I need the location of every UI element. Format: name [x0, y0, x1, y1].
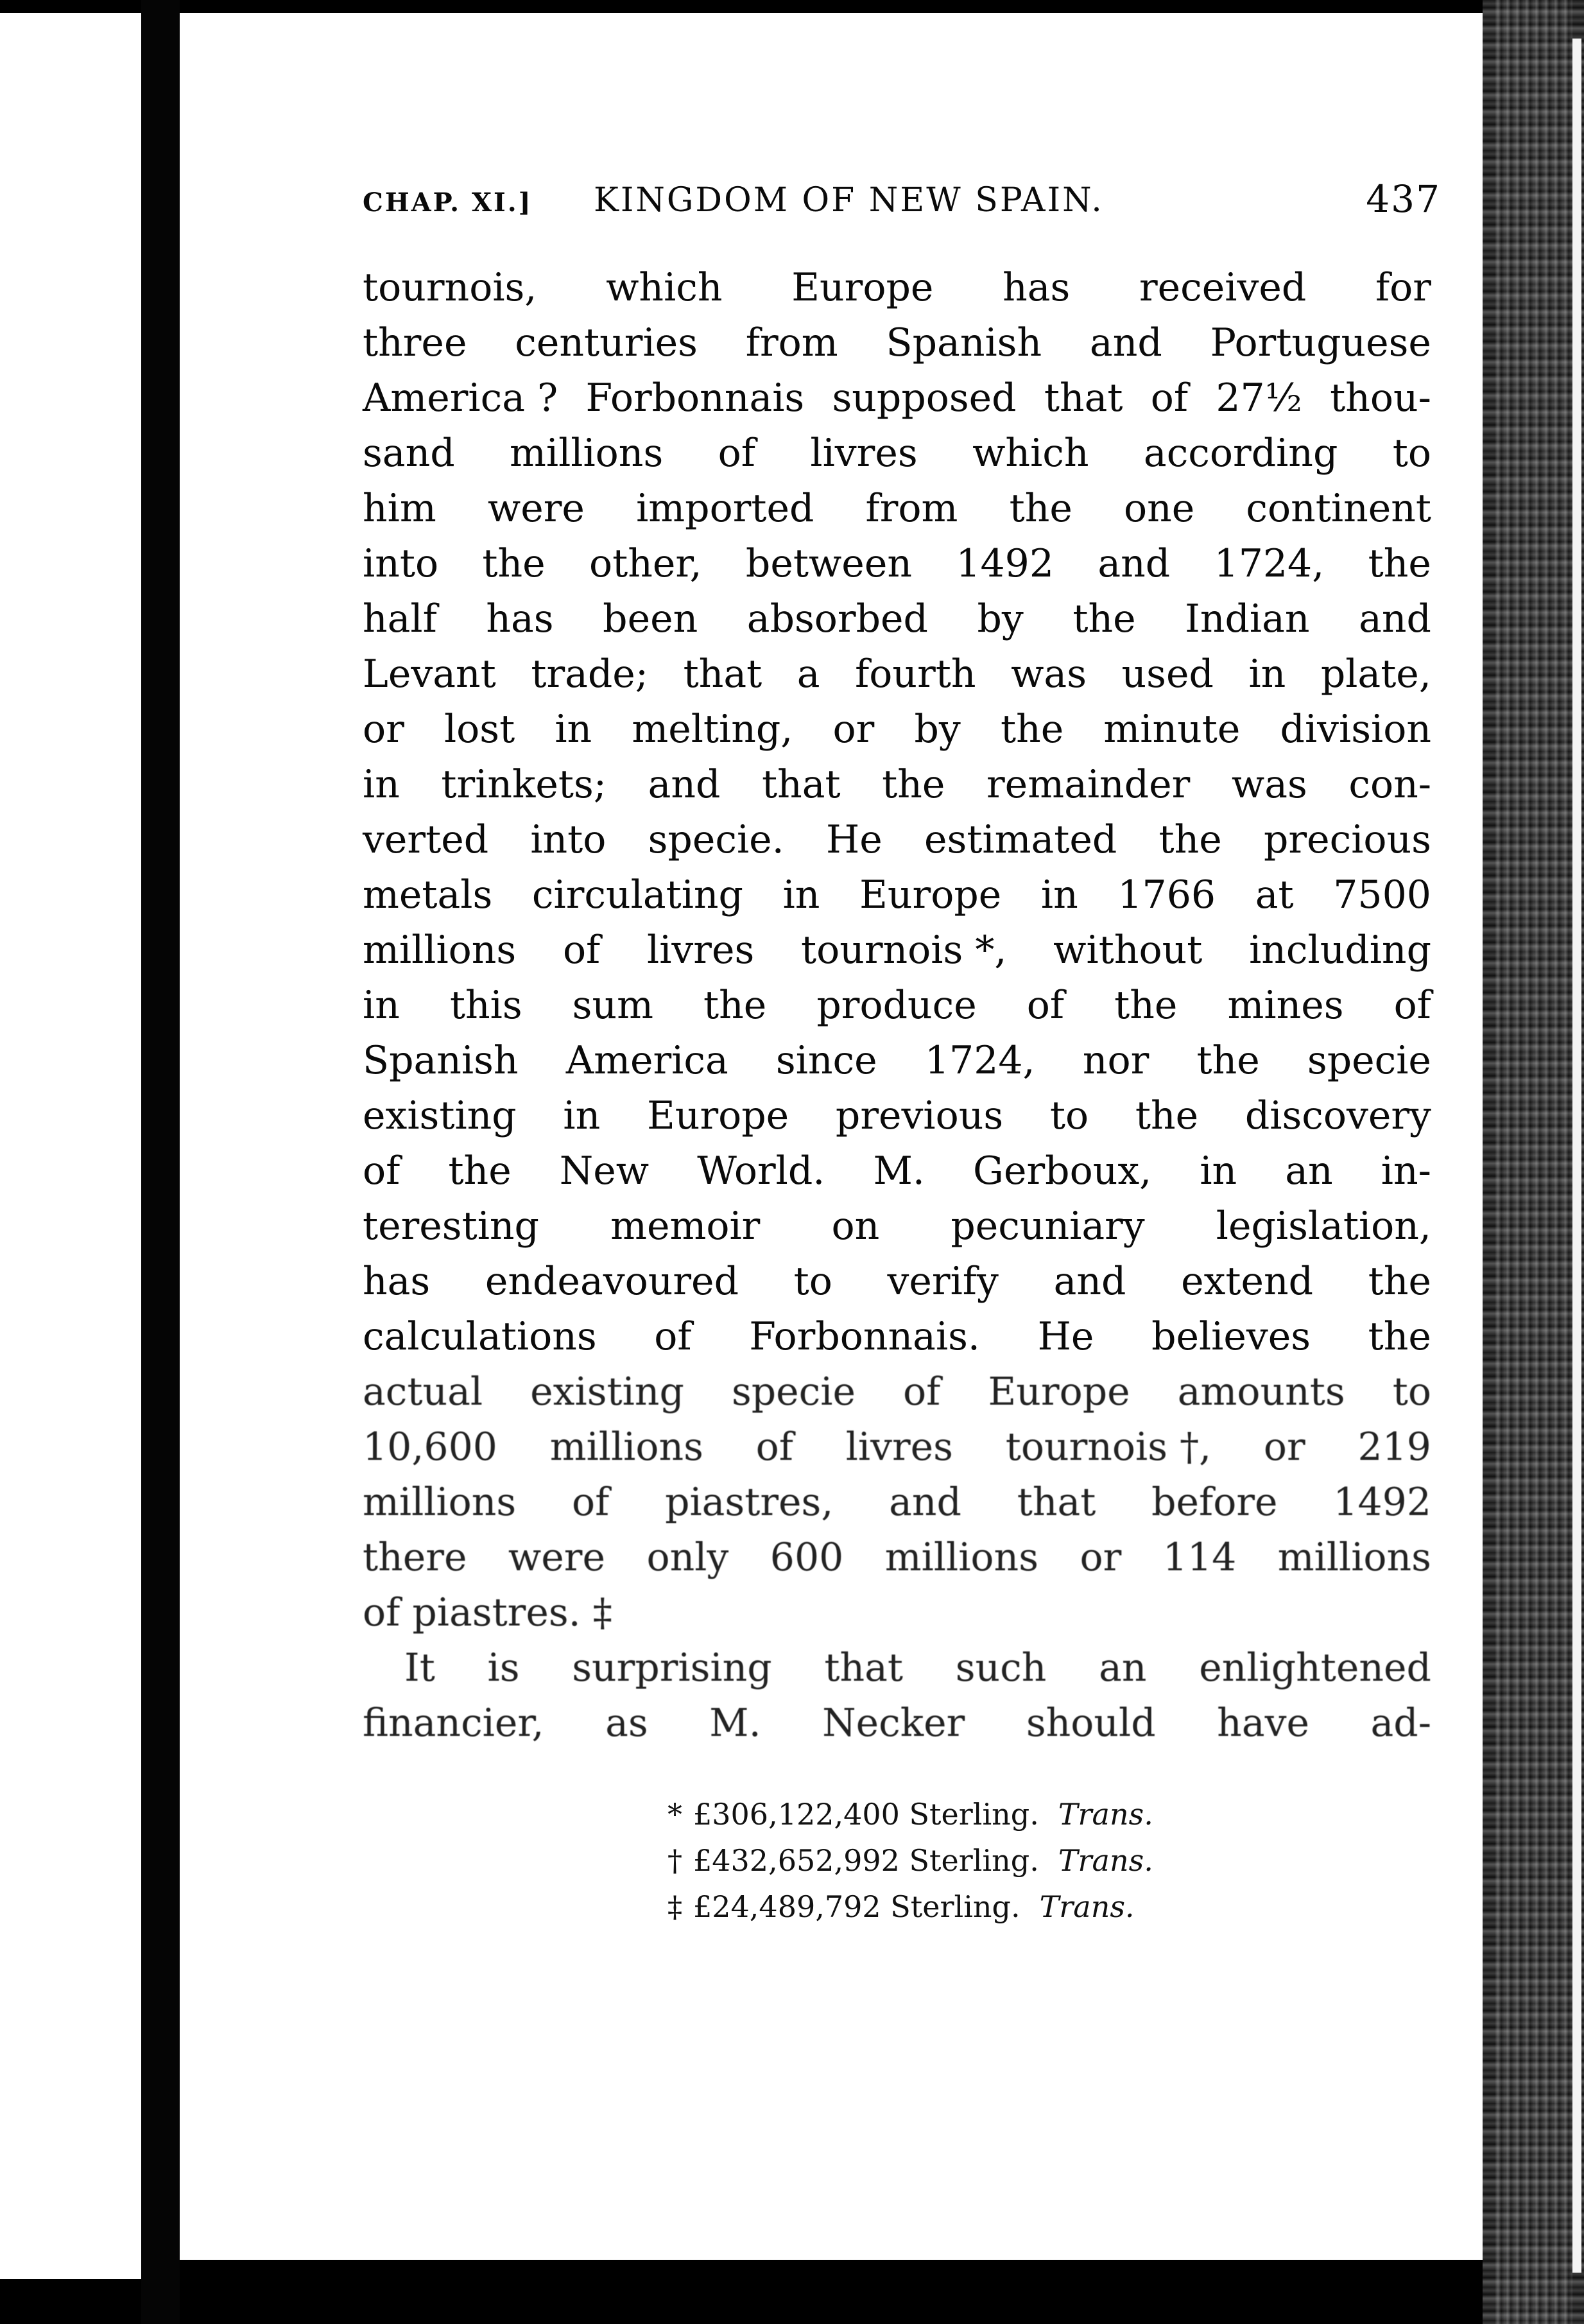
- word: specie: [731, 1369, 856, 1414]
- word: Spanish: [363, 1038, 519, 1083]
- word: has: [486, 596, 554, 641]
- word: that: [761, 762, 841, 807]
- word: or: [1080, 1535, 1122, 1580]
- word: extend: [1181, 1259, 1314, 1304]
- word: to: [1392, 431, 1431, 476]
- word: such: [955, 1645, 1047, 1690]
- page-number: 437: [1366, 177, 1441, 221]
- word: one: [1124, 486, 1195, 531]
- word: or: [832, 707, 875, 752]
- word: in: [363, 762, 400, 807]
- word: trade;: [531, 652, 649, 697]
- word: or: [363, 707, 404, 752]
- footnote-note: Trans.: [1058, 1843, 1153, 1878]
- word: and: [648, 762, 721, 807]
- word: M.: [709, 1701, 761, 1746]
- word: tournois *,: [800, 928, 1007, 973]
- text-line: [363, 1254, 1431, 1309]
- text-line: [363, 1088, 1431, 1143]
- text-line: [363, 1033, 1431, 1088]
- footnote-note: Trans.: [1058, 1797, 1153, 1832]
- word: that: [1017, 1480, 1096, 1525]
- word: was: [1011, 652, 1087, 697]
- word: an: [1285, 1149, 1333, 1193]
- word: of: [363, 1149, 400, 1193]
- word: trinkets;: [441, 762, 607, 807]
- word: were: [487, 486, 585, 531]
- word: existing: [530, 1369, 684, 1414]
- word: centuries: [515, 320, 698, 365]
- word: fourth: [855, 652, 976, 697]
- word: in: [363, 983, 400, 1028]
- word: there: [363, 1535, 467, 1580]
- text-line: [363, 481, 1431, 536]
- word: used: [1121, 652, 1214, 697]
- page-edge-strip: [1572, 39, 1581, 2273]
- word: of: [562, 928, 601, 973]
- footnote-note: Trans.: [1039, 1889, 1135, 1924]
- word: and: [1098, 541, 1171, 586]
- word: in: [563, 1093, 601, 1138]
- word: and: [889, 1480, 961, 1525]
- word: 114: [1162, 1535, 1237, 1580]
- text-line: [363, 315, 1431, 370]
- book-page: [180, 13, 1489, 2260]
- word: the: [1158, 817, 1222, 862]
- word: of: [654, 1314, 692, 1359]
- word: ad-: [1370, 1701, 1431, 1746]
- word: enlightened: [1199, 1645, 1431, 1690]
- word: which: [606, 265, 723, 310]
- word: an: [1099, 1645, 1147, 1690]
- text-line: [363, 757, 1431, 812]
- body-text: [363, 260, 1431, 1751]
- word: of piastres. ‡: [363, 1590, 612, 1635]
- word: half: [363, 596, 437, 641]
- text-line: [363, 867, 1431, 923]
- text-line: [363, 1419, 1431, 1475]
- word: He: [1037, 1314, 1094, 1359]
- word: It: [404, 1645, 435, 1690]
- word: financier,: [363, 1701, 544, 1746]
- footnote: [667, 1791, 1309, 1837]
- word: 7500: [1333, 872, 1431, 917]
- text-line: [363, 1530, 1431, 1585]
- word: verted: [363, 817, 489, 862]
- word: Forbonnais.: [749, 1314, 980, 1359]
- word: Gerboux,: [973, 1149, 1152, 1193]
- word: by: [914, 707, 961, 752]
- running-title: KINGDOM OF NEW SPAIN.: [594, 181, 1104, 220]
- word: in: [1248, 652, 1286, 697]
- footnote-mark: †: [667, 1843, 682, 1878]
- text-line: [363, 1199, 1431, 1254]
- word: millions: [510, 431, 664, 476]
- word: endeavoured: [485, 1259, 739, 1304]
- word: 1766: [1117, 872, 1216, 917]
- text-line: [363, 591, 1431, 646]
- word: the: [882, 762, 945, 807]
- word: him: [363, 486, 436, 531]
- word: imported: [636, 486, 814, 531]
- word: piastres,: [665, 1480, 834, 1525]
- word: produce: [816, 983, 977, 1028]
- word: 27½: [1216, 376, 1302, 421]
- word: in-: [1381, 1149, 1431, 1193]
- word: America ?: [363, 376, 558, 421]
- word: millions: [1277, 1535, 1431, 1580]
- text-line: [363, 1143, 1431, 1199]
- word: previous: [835, 1093, 1004, 1138]
- footnote: [667, 1837, 1309, 1884]
- word: from: [865, 486, 958, 531]
- word: on: [831, 1204, 880, 1249]
- word: as: [605, 1701, 648, 1746]
- word: millions: [884, 1535, 1038, 1580]
- text-line: [363, 536, 1431, 591]
- word: estimated: [924, 817, 1117, 862]
- word: into: [363, 541, 439, 586]
- footnotes: [667, 1791, 1309, 1930]
- word: the: [1000, 707, 1064, 752]
- word: metals: [363, 872, 493, 917]
- word: into: [530, 817, 607, 862]
- word: livres: [810, 431, 918, 476]
- text-line: [363, 1695, 1431, 1751]
- word: New: [559, 1149, 650, 1193]
- word: 1492: [1333, 1480, 1431, 1525]
- word: before: [1151, 1480, 1278, 1525]
- word: millions: [363, 928, 517, 973]
- word: that: [683, 652, 762, 697]
- word: precious: [1264, 817, 1431, 862]
- word: should: [1026, 1701, 1156, 1746]
- word: the: [1072, 596, 1136, 641]
- word: and: [1053, 1259, 1126, 1304]
- word: at: [1255, 872, 1294, 917]
- word: including: [1249, 928, 1431, 973]
- word: Europe: [647, 1093, 789, 1138]
- text-line: [363, 702, 1431, 757]
- word: in: [555, 707, 592, 752]
- word: verify: [887, 1259, 999, 1304]
- word: has: [1003, 265, 1071, 310]
- word: minute: [1103, 707, 1241, 752]
- footnote-mark: *: [667, 1797, 682, 1832]
- text-line: [363, 370, 1431, 426]
- word: and: [1359, 596, 1431, 641]
- word: tournois †,: [1005, 1425, 1212, 1470]
- word: which: [972, 431, 1089, 476]
- word: tournois,: [363, 265, 537, 310]
- word: of: [755, 1425, 793, 1470]
- word: Europe: [988, 1369, 1130, 1414]
- word: the: [1135, 1093, 1199, 1138]
- word: millions: [549, 1425, 703, 1470]
- word: 1492: [956, 541, 1055, 586]
- word: of: [571, 1480, 610, 1525]
- word: division: [1280, 707, 1431, 752]
- word: the: [482, 541, 546, 586]
- word: M.: [873, 1149, 925, 1193]
- word: were: [508, 1535, 605, 1580]
- word: legislation,: [1216, 1204, 1431, 1249]
- text-line: [363, 1475, 1431, 1530]
- word: Europe: [859, 872, 1002, 917]
- word: amounts: [1177, 1369, 1345, 1414]
- word: thou-: [1330, 376, 1431, 421]
- word: teresting: [363, 1204, 539, 1249]
- text-line: [363, 1364, 1431, 1419]
- word: was: [1231, 762, 1307, 807]
- word: for: [1375, 265, 1431, 310]
- word: believes: [1151, 1314, 1311, 1359]
- word: memoir: [610, 1204, 761, 1249]
- footnote-text: £306,122,400 Sterling.: [693, 1797, 1039, 1832]
- book-gutter: [141, 0, 180, 2324]
- word: the: [1368, 541, 1431, 586]
- word: from: [745, 320, 838, 365]
- word: of: [718, 431, 755, 476]
- word: to: [793, 1259, 832, 1304]
- word: have: [1217, 1701, 1309, 1746]
- word: this: [449, 983, 522, 1028]
- text-line: [363, 260, 1431, 315]
- word: 1724,: [924, 1038, 1035, 1083]
- word: the: [1368, 1259, 1431, 1304]
- word: three: [363, 320, 467, 365]
- text-line: [363, 923, 1431, 978]
- word: plate,: [1320, 652, 1431, 697]
- text-line: [363, 646, 1431, 702]
- word: only: [646, 1535, 729, 1580]
- word: melting,: [632, 707, 793, 752]
- footnote: [667, 1884, 1309, 1930]
- word: to: [1049, 1093, 1089, 1138]
- word: the: [1196, 1038, 1260, 1083]
- word: or: [1263, 1425, 1305, 1470]
- word: other,: [589, 541, 702, 586]
- word: actual: [363, 1369, 483, 1414]
- chapter-label: CHAP. XI.]: [363, 187, 533, 218]
- word: specie.: [648, 817, 784, 862]
- word: 219: [1357, 1425, 1431, 1470]
- footnote-text: £432,652,992 Sterling.: [693, 1843, 1039, 1878]
- word: America: [565, 1038, 728, 1083]
- word: Forbonnais: [585, 376, 805, 421]
- word: millions: [363, 1480, 517, 1525]
- footnote-text: £24,489,792 Sterling.: [693, 1889, 1020, 1924]
- text-line: [363, 1585, 1431, 1640]
- word: between: [745, 541, 912, 586]
- word: of: [1026, 983, 1065, 1028]
- word: discovery: [1244, 1093, 1431, 1138]
- text-line: [363, 1309, 1431, 1364]
- word: Portuguese: [1210, 320, 1431, 365]
- word: absorbed: [746, 596, 928, 641]
- book-fore-edge: [1483, 0, 1584, 2324]
- facing-page-edge: [0, 13, 141, 2279]
- word: has: [363, 1259, 431, 1304]
- word: 1724,: [1214, 541, 1325, 586]
- text-line: [363, 812, 1431, 867]
- word: livres: [845, 1425, 953, 1470]
- footnote-mark: ‡: [667, 1889, 682, 1924]
- word: 10,600: [363, 1425, 497, 1470]
- word: is: [487, 1645, 520, 1690]
- word: since: [775, 1038, 877, 1083]
- word: that: [824, 1645, 903, 1690]
- word: He: [825, 817, 882, 862]
- word: World.: [697, 1149, 825, 1193]
- word: surprising: [572, 1645, 772, 1690]
- word: a: [796, 652, 820, 697]
- word: livres: [647, 928, 755, 973]
- word: con-: [1348, 762, 1431, 807]
- word: of: [1393, 983, 1431, 1028]
- word: lost: [443, 707, 515, 752]
- word: the: [703, 983, 767, 1028]
- text-line: [363, 426, 1431, 481]
- word: continent: [1246, 486, 1431, 531]
- word: circulating: [531, 872, 743, 917]
- word: remainder: [986, 762, 1191, 807]
- word: Indian: [1185, 596, 1310, 641]
- word: by: [977, 596, 1024, 641]
- word: calculations: [363, 1314, 597, 1359]
- word: Necker: [822, 1701, 965, 1746]
- word: the: [1114, 983, 1178, 1028]
- text-line: [363, 1640, 1431, 1695]
- marbled-edge: [1495, 0, 1572, 2324]
- word: that: [1044, 376, 1123, 421]
- word: the: [1368, 1314, 1431, 1359]
- word: Europe: [791, 265, 934, 310]
- word: sum: [572, 983, 653, 1028]
- word: Spanish: [886, 320, 1042, 365]
- word: of: [1150, 376, 1189, 421]
- word: sand: [363, 431, 455, 476]
- word: received: [1139, 265, 1307, 310]
- word: and: [1089, 320, 1162, 365]
- word: specie: [1307, 1038, 1431, 1083]
- word: the: [448, 1149, 512, 1193]
- word: Levant: [363, 652, 496, 697]
- word: 600: [770, 1535, 844, 1580]
- word: according: [1143, 431, 1338, 476]
- word: the: [1009, 486, 1072, 531]
- word: in: [1040, 872, 1078, 917]
- running-head: [363, 177, 1441, 232]
- word: nor: [1082, 1038, 1149, 1083]
- word: in: [1200, 1149, 1237, 1193]
- word: mines: [1227, 983, 1344, 1028]
- word: to: [1392, 1369, 1431, 1414]
- word: of: [903, 1369, 941, 1414]
- word: existing: [363, 1093, 517, 1138]
- word: pecuniary: [951, 1204, 1145, 1249]
- word: without: [1053, 928, 1203, 973]
- word: supposed: [832, 376, 1017, 421]
- text-line: [363, 978, 1431, 1033]
- word: been: [603, 596, 698, 641]
- word: in: [782, 872, 820, 917]
